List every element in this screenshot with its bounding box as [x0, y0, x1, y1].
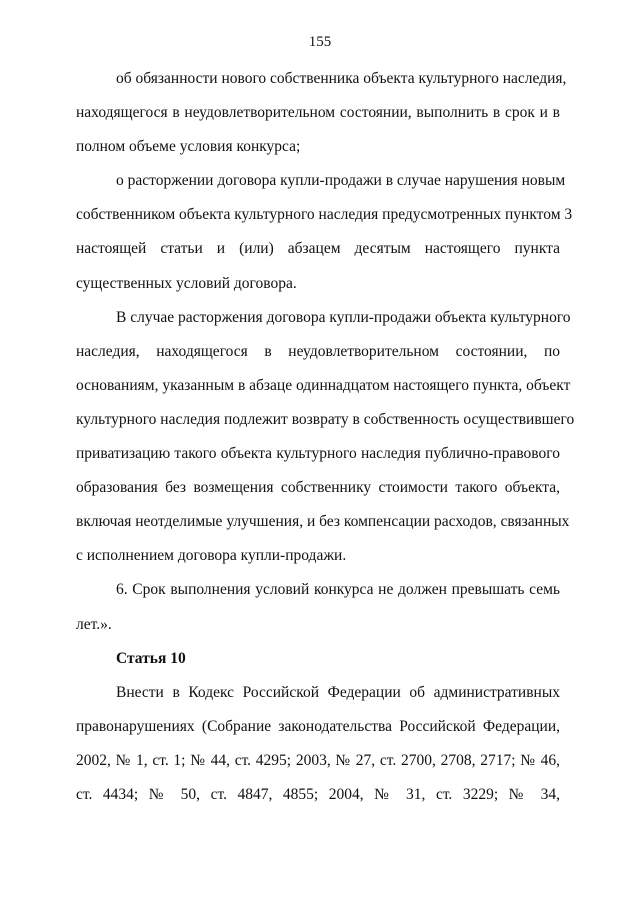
text-line: основаниям, указанным в абзаце одиннадцатом настоящего пункта, объект [76, 376, 571, 394]
text-line: образования без возмещения собственнику стоимости такого объекта, [76, 479, 560, 497]
text-line: 6. Срок выполнения условий конкурса не должен превышать семь [116, 581, 560, 599]
paragraph-2 [76, 164, 573, 300]
text-line: ст. 4434; № 50, ст. 4847, 4855; 2004, № 31, ст. 3229; № 34, [76, 785, 560, 803]
text-line: о расторжении договора купли-продажи в случае нарушения новым [116, 172, 566, 190]
paragraph-5 [76, 676, 560, 812]
text-line: правонарушениях (Собрание законодательства Российской Федерации, [76, 717, 560, 735]
text-line: с исполнением договора купли-продажи. [76, 547, 347, 565]
article-heading: Статья 10 [116, 649, 186, 667]
paragraph-1 [76, 62, 567, 164]
text-line: культурного наследия подлежит возврату в собственность осуществившего [76, 410, 575, 428]
text-line: находящегося в неудовлетворительном состоянии, выполнить в срок и в [76, 104, 560, 122]
page-number: 155 [308, 34, 332, 50]
text-line: об обязанности нового собственника объекта культурного наследия, [116, 70, 567, 87]
text-line: включая неотделимые улучшения, и без компенсации расходов, связанных [76, 513, 570, 531]
paragraph-3 [76, 301, 575, 574]
document-body [76, 62, 575, 812]
text-line: В случае расторжения договора купли-продажи объекта культурного [116, 308, 571, 326]
text-line: 2002, № 1, ст. 1; № 44, ст. 4295; 2003, № 27, ст. 2700, 2708, 2717; № 46, [76, 751, 560, 769]
text-line: существенных условий договора. [76, 274, 297, 292]
text-line: Внести в Кодекс Российской Федерации об административных [116, 683, 560, 701]
text-line: собственником объекта культурного наследия предусмотренных пунктом 3 [76, 206, 573, 224]
text-line: лет.». [76, 615, 112, 633]
paragraph-4 [76, 573, 560, 641]
text-line: наследия, находящегося в неудовлетворительном состоянии, по [76, 342, 560, 360]
text-line: настоящей статьи и (или) абзацем десятым настоящего пункта [76, 240, 560, 258]
text-line: приватизацию такого объекта культурного наследия публично-правового [76, 445, 560, 463]
text-line: полном объеме условия конкурса; [76, 138, 301, 156]
